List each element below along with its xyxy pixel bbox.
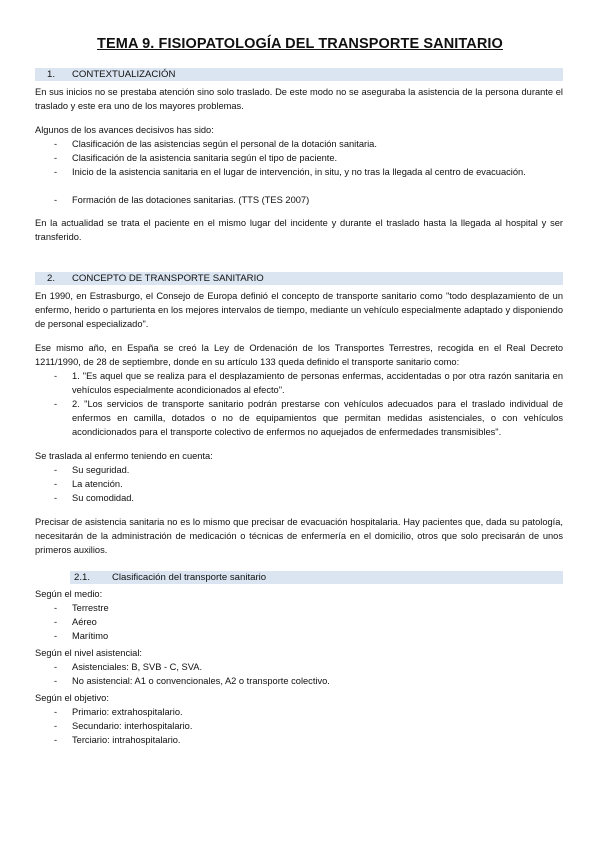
bullet-dash: - — [54, 707, 58, 717]
list-item-text: Clasificación de la asistencia sanitaria según el tipo de paciente. — [72, 153, 338, 163]
bullet-dash: - — [54, 479, 58, 489]
section-heading-concepto — [35, 272, 563, 285]
section-number: 2. — [47, 273, 56, 284]
bullet-dash: - — [54, 662, 58, 672]
subsection-number: 2.1. — [74, 572, 91, 583]
bullet-dash: - — [54, 153, 58, 163]
list-item-text: Su comodidad. — [72, 493, 135, 503]
list-item-text: Marítimo — [72, 631, 109, 641]
paragraph-closing: En la actualidad se trata el paciente en el mismo lugar del incidente y durante el traslado hasta la llegada al hospital y ser transferido. — [35, 218, 563, 242]
bullet-dash: - — [54, 195, 58, 205]
section-number: 1. — [47, 69, 56, 80]
subsection-heading-text: Clasificación del transporte sanitario — [112, 572, 267, 583]
bullet-dash: - — [54, 631, 58, 641]
paragraph-intro: En sus inicios no se prestaba atención sino solo traslado. De este modo no se aseguraba la asistencia de la persona durante el traslado y este era uno de los mayores problemas. — [35, 87, 563, 111]
list-item-text: La atención. — [72, 479, 123, 489]
group-label-medio: Según el medio: — [35, 589, 103, 599]
bullet-dash: - — [54, 399, 58, 409]
list-item-text: Clasificación de las asistencias según el personal de la dotación sanitaria. — [72, 139, 377, 149]
group-label-objetivo: Según el objetivo: — [35, 693, 109, 703]
list-item-text: 2. "Los servicios de transporte sanitario podrán prestarse con vehículos adecuados para el traslado individual de enfermos en camilla, dotados o no de equipamientos que permitan medidas asistenciales, o con vehículos acondicionados para el transporte colectivo de enfermos no aquejados de enfermedades transmisibles". — [72, 399, 563, 437]
bullet-dash: - — [54, 603, 58, 613]
bullet-dash: - — [54, 465, 58, 475]
section-heading-text: CONTEXTUALIZACIÓN — [72, 69, 176, 80]
list-item-text: Inicio de la asistencia sanitaria en el lugar de intervención, in situ, y no tras la llegada al centro de evacuación. — [72, 167, 526, 177]
subsection-heading-clasificacion — [70, 571, 563, 584]
bullet-dash: - — [54, 167, 58, 177]
list-item-text: Formación de las dotaciones sanitarias. (TTS (TES 2007) — [72, 195, 310, 205]
bullet-dash: - — [54, 371, 58, 381]
bullet-dash: - — [54, 617, 58, 627]
list-item-text: Terrestre — [72, 603, 109, 613]
list-item-text: Su seguridad. — [72, 465, 130, 475]
bullet-dash: - — [54, 735, 58, 745]
bullet-dash: - — [54, 721, 58, 731]
section-heading-text: CONCEPTO DE TRANSPORTE SANITARIO — [72, 273, 264, 284]
section-heading-contextualizacion — [35, 68, 563, 81]
paragraph-real-decreto: Ese mismo año, en España se creó la Ley de Ordenación de los Transportes Terrestres, recogida en el Real Decreto 1211/1990, de 28 de septiembre, donde en su artículo 133 queda definido el transporte sanitario como: — [35, 343, 563, 367]
paragraph-definition-1990: En 1990, en Estrasburgo, el Consejo de Europa definió el concepto de transporte sanitario como "todo desplazamiento de un enfermo, herido o parturienta en los mejores intervalos de tiempo, mediante un vehículo especialmente adaptado y disponiendo de personal especializado". — [35, 291, 563, 329]
bullet-dash: - — [54, 676, 58, 686]
bullet-dash: - — [54, 493, 58, 503]
document-title: TEMA 9. FISIOPATOLOGÍA DEL TRANSPORTE SANITARIO — [97, 36, 503, 52]
paragraph-considerations-lead: Se traslada al enfermo teniendo en cuenta: — [35, 451, 213, 461]
list-item-text: Aéreo — [72, 617, 97, 627]
list-item-text: 1. "Es aquel que se realiza para el desplazamiento de personas enfermas, accidentadas o por otra razón sanitaria en vehículos especialmente acondicionados al efecto". — [72, 371, 563, 395]
group-label-nivel-asistencial: Según el nivel asistencial: — [35, 648, 142, 658]
paragraph-asistencia-vs-evacuacion: Precisar de asistencia sanitaria no es lo mismo que precisar de evacuación hospitalaria. Hay pacientes que, dada su patología, necesitarán de la administración de medicación o técnicas de enfermería en el domicilio, otros que solo precisarán de unos primeros auxilios. — [35, 517, 563, 555]
list-item-text: Secundario: interhospitalario. — [72, 721, 193, 731]
bullet-dash: - — [54, 139, 58, 149]
list-item-text: Terciario: intrahospitalario. — [72, 735, 181, 745]
paragraph-advances-lead: Algunos de los avances decisivos has sido: — [35, 125, 214, 135]
list-item-text: No asistencial: A1 o convencionales, A2 o transporte colectivo. — [72, 676, 330, 686]
list-item-text: Asistenciales: B, SVB - C, SVA. — [72, 662, 203, 672]
list-item-text: Primario: extrahospitalario. — [72, 707, 183, 717]
